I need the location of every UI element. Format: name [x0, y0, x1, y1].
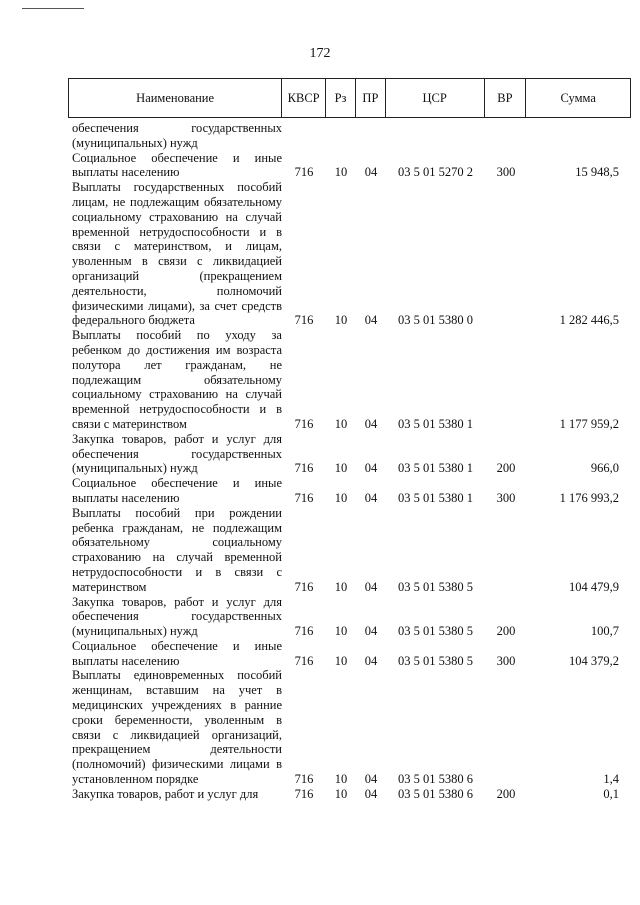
row-vr: 300: [496, 490, 516, 505]
row-kvsr: 716: [294, 313, 314, 328]
header-rz: Рз: [326, 79, 356, 117]
table-row: [68, 476, 631, 506]
row-vr: 200: [496, 786, 516, 801]
row-pr: 04: [364, 624, 378, 639]
row-kvsr: 716: [294, 461, 314, 476]
row-csr: 03 5 01 5270 2: [398, 165, 473, 180]
row-name: Социальное обеспечение и иные выплаты населению: [72, 638, 282, 668]
row-sum: 1 282 446,5: [559, 313, 619, 328]
table-row: [68, 180, 631, 328]
header-kvsr: КВСР: [282, 79, 326, 117]
row-pr: 04: [364, 579, 378, 594]
row-vr: 200: [496, 624, 516, 639]
table-row: [68, 432, 631, 476]
row-name: Выплаты единовременных пособий женщинам, вставшим на учет в медицинских учреждениях в ранние сроки беременности, уволенным в связи с ликвидацией организаций, прекращением деятельности (полномочий) физическими лицами в установленном порядке: [72, 668, 282, 787]
row-csr: 03 5 01 5380 0: [398, 313, 473, 328]
row-rz: 10: [334, 461, 348, 476]
row-rz: 10: [334, 165, 348, 180]
row-pr: 04: [364, 772, 378, 787]
row-kvsr: 716: [294, 786, 314, 801]
header-sum: Сумма: [560, 90, 596, 105]
row-rz: 10: [334, 313, 348, 328]
header-csr: ЦСР: [386, 79, 485, 117]
row-name: обеспечения государственных (муниципальных) нужд: [72, 121, 282, 150]
row-sum: 1,4: [603, 772, 619, 787]
row-pr: 04: [364, 490, 378, 505]
row-name: Социальное обеспечение и иные выплаты населению: [72, 150, 282, 180]
header-vr: ВР: [485, 79, 527, 117]
row-csr: 03 5 01 5380 1: [398, 461, 473, 476]
table-row: [68, 668, 631, 786]
row-name: Выплаты пособий по уходу за ребенком до достижения им возраста полутора лет гражданам, не подлежащим обязательному социальному страхованию на случай временной нетрудоспособности и в связи с материнством: [72, 328, 282, 431]
row-sum: 104 479,9: [569, 579, 619, 594]
row-rz: 10: [334, 624, 348, 639]
row-pr: 04: [364, 653, 378, 668]
row-csr: 03 5 01 5380 5: [398, 624, 473, 639]
page-number: 172: [309, 46, 331, 61]
row-sum: 1 176 993,2: [559, 490, 619, 505]
row-sum: 100,7: [590, 624, 619, 639]
header-name: Наименование: [69, 79, 282, 117]
table-header: [68, 78, 631, 118]
row-name: Выплаты государственных пособий лицам, не подлежащим обязательному социальному страхованию на случай временной нетрудоспособности и в связи с материнством, и лицам, уволенным в связи с ликвидацией организаций (прекращением деятельности, полномочий физическими лицами), за счет средств федерального бюджета: [72, 180, 282, 328]
row-sum: 15 948,5: [575, 165, 619, 180]
row-csr: 03 5 01 5380 1: [398, 490, 473, 505]
table-body: [68, 121, 631, 802]
row-sum: 104 379,2: [569, 653, 619, 668]
row-kvsr: 716: [294, 579, 314, 594]
row-csr: 03 5 01 5380 6: [398, 786, 473, 801]
row-kvsr: 716: [294, 624, 314, 639]
row-name: Выплаты пособий при рождении ребенка гражданам, не подлежащим обязательному социальному страхованию на случай временной нетрудоспособности и в связи с материнством: [72, 505, 282, 594]
row-sum: 0,1: [603, 786, 619, 801]
row-rz: 10: [334, 786, 348, 801]
table-row: [68, 595, 631, 639]
table-row: [68, 328, 631, 432]
top-rule: [22, 8, 84, 9]
row-kvsr: 716: [294, 772, 314, 787]
row-name: Закупка товаров, работ и услуг для: [72, 786, 259, 801]
row-vr: 300: [496, 165, 516, 180]
table-row: [68, 121, 631, 151]
header-pr: ПР: [356, 79, 386, 117]
row-rz: 10: [334, 579, 348, 594]
table-row: [68, 151, 631, 181]
row-name: Закупка товаров, работ и услуг для обеспечения государственных (муниципальных) нужд: [72, 431, 282, 476]
row-name: Закупка товаров, работ и услуг для обеспечения государственных (муниципальных) нужд: [72, 594, 282, 639]
row-pr: 04: [364, 461, 378, 476]
row-rz: 10: [334, 653, 348, 668]
row-vr: 300: [496, 653, 516, 668]
row-csr: 03 5 01 5380 5: [398, 653, 473, 668]
table-row: [68, 506, 631, 595]
row-rz: 10: [334, 416, 348, 431]
row-vr: 200: [496, 461, 516, 476]
row-rz: 10: [334, 772, 348, 787]
row-sum: 1 177 959,2: [559, 416, 619, 431]
row-kvsr: 716: [294, 416, 314, 431]
row-pr: 04: [364, 416, 378, 431]
row-csr: 03 5 01 5380 1: [398, 416, 473, 431]
row-kvsr: 716: [294, 653, 314, 668]
row-pr: 04: [364, 165, 378, 180]
row-pr: 04: [364, 786, 378, 801]
table-row: [68, 787, 631, 802]
row-rz: 10: [334, 490, 348, 505]
row-pr: 04: [364, 313, 378, 328]
row-sum: 966,0: [590, 461, 619, 476]
row-kvsr: 716: [294, 490, 314, 505]
row-csr: 03 5 01 5380 6: [398, 772, 473, 787]
row-csr: 03 5 01 5380 5: [398, 579, 473, 594]
table-row: [68, 639, 631, 669]
row-name: Социальное обеспечение и иные выплаты населению: [72, 476, 282, 505]
row-kvsr: 716: [294, 165, 314, 180]
